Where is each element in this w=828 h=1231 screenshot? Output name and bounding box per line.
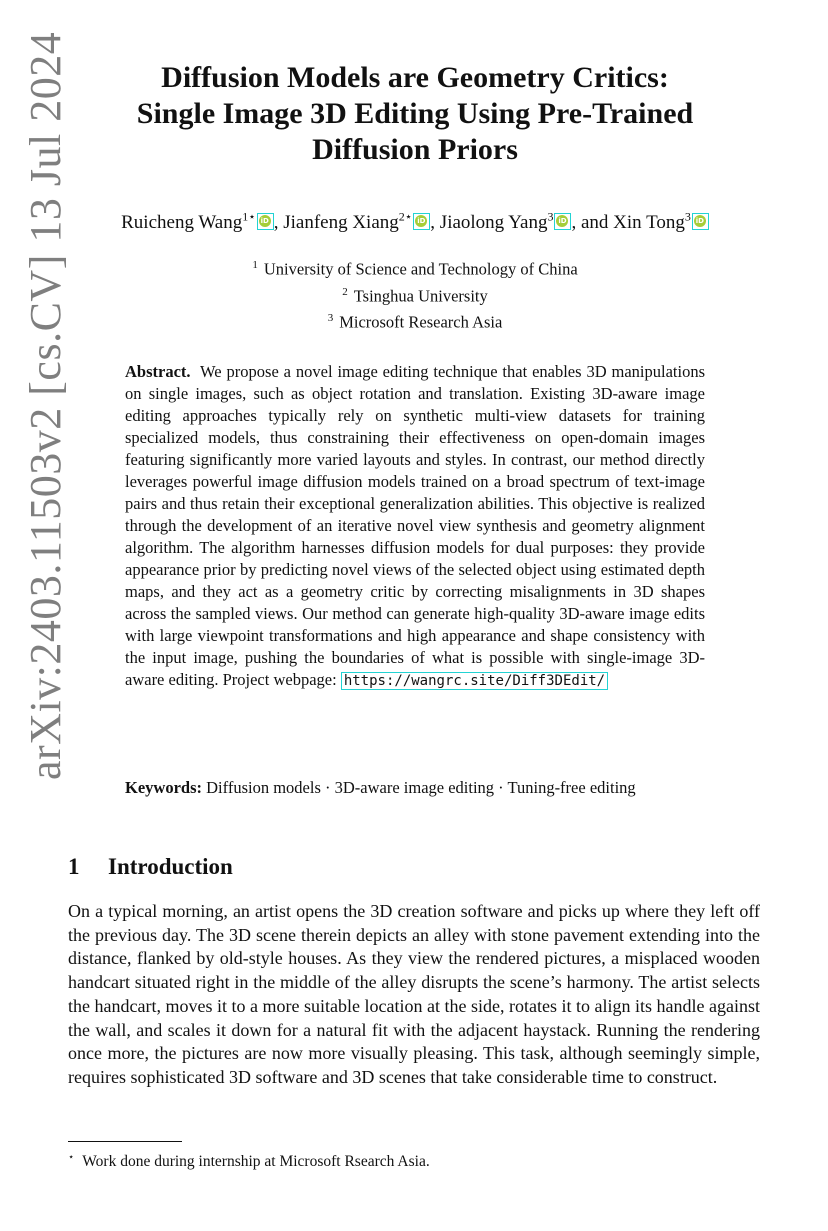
- title-line-1: Diffusion Models are Geometry Critics:: [161, 61, 669, 94]
- orcid-icon[interactable]: [692, 213, 709, 230]
- footnote: [68, 1147, 758, 1173]
- footnote-text: Work done during internship at Microsoft Rsearch Asia.: [82, 1153, 430, 1171]
- title-line-2: Single Image 3D Editing Using Pre-Trained: [136, 97, 694, 130]
- section-heading: [68, 852, 758, 882]
- author-name: Jianfeng Xiang: [283, 212, 399, 233]
- author-list: [70, 210, 760, 236]
- author-name: Ruicheng Wang: [121, 212, 243, 233]
- keywords-label: Keywords:: [125, 778, 202, 797]
- author-affiliation-mark: 2⋆: [398, 209, 413, 224]
- affiliation-number: 1: [252, 259, 258, 271]
- orcid-icon[interactable]: [554, 213, 571, 230]
- affiliation-item: [80, 281, 750, 308]
- keywords-text: Diffusion models · 3D-aware image editing · Tuning-free editing: [206, 778, 636, 797]
- author-separator: , and: [571, 212, 614, 233]
- section-number: 1: [68, 854, 80, 879]
- author-affiliation-mark: 1⋆: [242, 209, 256, 224]
- author-affiliation-mark: 3: [684, 209, 691, 224]
- orcid-icon[interactable]: [413, 213, 430, 230]
- section-title: Introduction: [108, 854, 233, 879]
- arxiv-identifier-stamp: arXiv:2403.11503v2 [cs.CV] 13 Jul 2024: [21, 31, 70, 780]
- affiliation-item: [80, 307, 750, 334]
- affiliation-name: Microsoft Research Asia: [339, 312, 503, 332]
- affiliation-number: 3: [327, 312, 334, 324]
- affiliation-item: [80, 254, 750, 281]
- abstract: [125, 361, 705, 692]
- author-name: Jiaolong Yang: [439, 212, 548, 233]
- affiliation-list: [80, 254, 750, 334]
- project-webpage-label: Project webpage:: [222, 670, 337, 689]
- introduction-paragraph: On a typical morning, an artist opens the 3D creation software and picks up where they left off the previous day. The 3D scene therein depicts an alley with stone pavement extending into the distance, flanked by old-style houses. As they view the rendered pictures, a misplaced wooden handcart situated right in the middle of the alley disrupts the scene’s harmony. The artist selects the handcart, moves it to a more suitable location at the side, rotates it to align its handle against the wall, and scales it down for a natural fit with the adjacent haystack. Running the rendering once more, the pictures are now more visually pleasing. This task, although seemingly simple, requires sophisticated 3D software and 3D scenes that take considerable time to construct.: [68, 901, 760, 1087]
- affiliation-name: Tsinghua University: [353, 286, 488, 305]
- footnote-mark: ⋆: [68, 1152, 75, 1163]
- abstract-label: Abstract.: [125, 362, 191, 381]
- author-separator: ,: [430, 212, 440, 233]
- author-affiliation-mark: 3: [547, 209, 554, 224]
- paper-title: [80, 60, 750, 168]
- orcid-icon[interactable]: [257, 213, 274, 230]
- keywords: [125, 777, 705, 799]
- project-webpage-link[interactable]: https://wangrc.site/Diff3DEdit/: [341, 672, 608, 690]
- title-line-3: Diffusion Priors: [312, 133, 518, 166]
- author-name: Xin Tong: [613, 212, 685, 233]
- abstract-text: We propose a novel image editing technique that enables 3D manipulations on single images, such as object rotation and translation. Existing 3D-aware image editing approaches typically rely on synthetic multi-view datasets for training specialized models, thus constraining their effectiveness on open-domain images featuring significantly more varied layouts and styles. In contrast, our method directly leverages powerful image diffusion models trained on a broad spectrum of text-image pairs and thus retain their exceptional generalization abilities. This objective is realized through the development of an iterative novel view synthesis and geometry alignment algorithm. The algorithm harnesses diffusion models for dual purposes: they provide appearance prior by predicting novel views of the selected object using estimated depth maps, and they act as a geometry critic by correcting misalignments in 3D shapes across the sampled views. Our method can generate high-quality 3D-aware image edits with large viewpoint transformations and high appearance and shape consistency with the input image, pushing the boundaries of what is possible with single-image 3D-aware editing.: [125, 362, 706, 689]
- affiliation-name: University of Science and Technology of China: [263, 259, 578, 279]
- author-separator: ,: [273, 212, 284, 233]
- footnote-divider: [68, 1141, 182, 1142]
- affiliation-number: 2: [342, 285, 348, 298]
